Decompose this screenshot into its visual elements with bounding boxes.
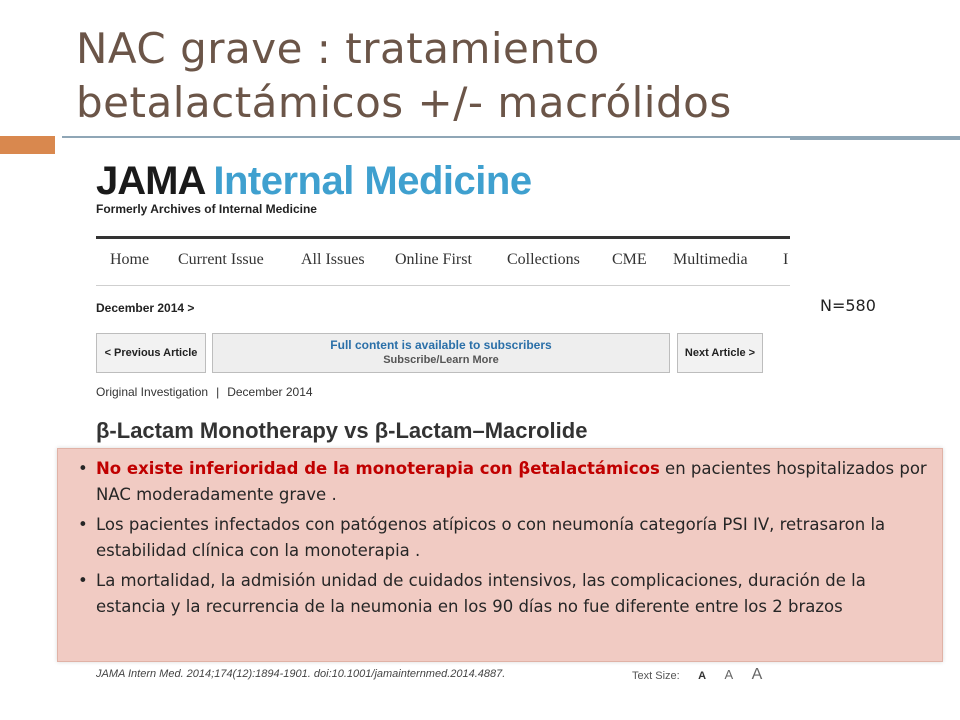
journal-logo[interactable] <box>96 159 532 203</box>
summary-bullet-1-highlight: No existe inferioridad de la monoterapia con βetalactámicos <box>96 459 660 478</box>
nav-cme[interactable]: CME <box>612 251 647 268</box>
nav-more[interactable]: I <box>783 251 789 268</box>
title-accent-bar <box>0 136 55 154</box>
summary-box <box>57 448 943 662</box>
previous-article-button[interactable]: < Previous Article <box>96 333 206 373</box>
sample-size-label: N=580 <box>820 296 876 315</box>
logo-jama: JAMA <box>96 159 206 203</box>
nav-online-first[interactable]: Online First <box>395 251 472 268</box>
nav-all-issues[interactable]: All Issues <box>301 251 365 268</box>
summary-bullet-1-text: en pacientes hospitalizados por NAC moderadamente grave . <box>96 459 927 504</box>
summary-bullet-3-text: La mortalidad, la admisión unidad de cuidados intensivos, las complicaciones, duración de la estancia y la recurrencia de la neumonia en los 90 días no fue diferente entre los 2 brazos <box>96 571 866 616</box>
logo-internal-medicine: Internal Medicine <box>213 159 532 203</box>
article-citation: JAMA Intern Med. 2014;174(12):1894-1901. doi:10.1001/jamainternmed.2014.4887. <box>96 668 506 680</box>
article-meta <box>96 385 313 399</box>
nav-collections[interactable]: Collections <box>507 251 580 268</box>
meta-separator: | <box>216 385 220 399</box>
text-size-small[interactable]: A <box>698 670 707 682</box>
nav-multimedia[interactable]: Multimedia <box>673 251 748 268</box>
slide-title-line-2: betalactámicos +/- macrólidos <box>76 78 732 127</box>
subscription-box[interactable] <box>212 333 670 373</box>
text-size-control <box>632 666 762 684</box>
summary-bullet-2 <box>78 512 928 564</box>
article-title: β-Lactam Monotherapy vs β-Lactam–Macrolide <box>96 418 588 443</box>
bullet-marker: • <box>78 515 88 534</box>
nav-home[interactable]: Home <box>110 251 150 268</box>
summary-bullet-2-text: Los pacientes infectados con patógenos atípicos o con neumonía categoría PSI IV, retrasaron la estabilidad clínica con la monoterapia . <box>96 515 886 560</box>
issue-link[interactable]: December 2014 > <box>96 301 195 315</box>
title-divider-line-right <box>790 138 960 140</box>
article-type: Original Investigation <box>96 385 209 399</box>
text-size-label: Text Size: <box>632 670 680 682</box>
summary-bullet-3 <box>78 568 928 620</box>
bullet-marker: • <box>78 571 88 590</box>
journal-subtitle: Formerly Archives of Internal Medicine <box>96 202 317 216</box>
article-date: December 2014 <box>227 385 313 399</box>
text-size-medium[interactable]: A <box>724 667 734 682</box>
slide-title <box>76 22 936 130</box>
subscribe-link[interactable]: Subscribe/Learn More <box>383 354 499 366</box>
next-article-button[interactable]: Next Article > <box>677 333 763 373</box>
summary-list <box>78 456 928 620</box>
nav-current-issue[interactable]: Current Issue <box>178 251 264 268</box>
summary-bullet-1 <box>78 456 928 508</box>
journal-nav-bar <box>96 236 790 286</box>
slide-title-line-1: NAC grave : tratamiento <box>76 24 600 73</box>
text-size-large[interactable]: A <box>751 666 763 683</box>
bullet-marker: • <box>78 459 88 478</box>
subscription-title: Full content is available to subscribers <box>330 338 552 352</box>
